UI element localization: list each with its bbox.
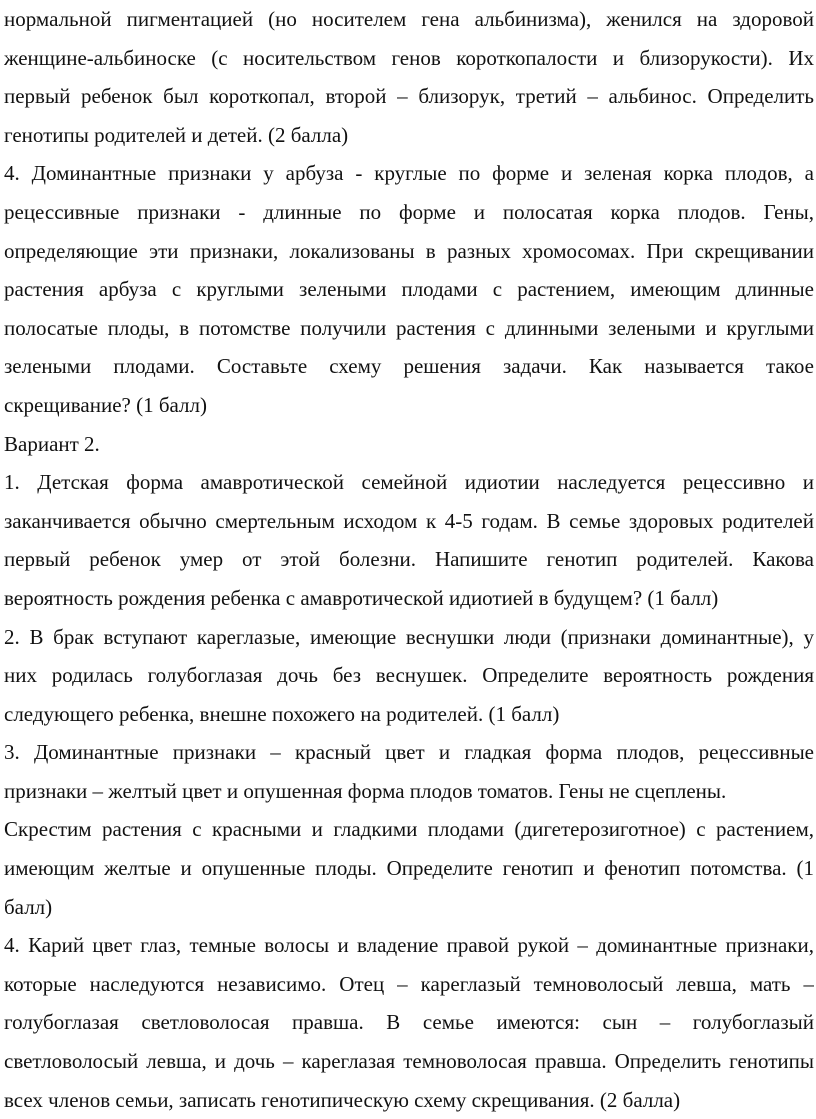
task-4-line: 4. Доминантные признаки у арбуза - круглые по форме и зеленая корка плодов, а [4, 161, 814, 186]
text-line: всех членов семьи, записать генотипическую схему скрещивания. (2 балла) [4, 1087, 681, 1112]
text-line: женщине-альбиноске (с носительством генов короткопалости и близорукости). Их [4, 45, 814, 70]
document-page [4, 0, 814, 1119]
text-line: первый ребенок был короткопал, второй – близорук, третий – альбинос. Определить [4, 84, 814, 109]
task-1-line: 1. Детская форма амавротической семейной идиотии наследуется рецессивно и [4, 470, 814, 495]
variant-heading: Вариант 2. [4, 431, 100, 456]
text-line: имеющим желтые и опушенные плоды. Определите генотип и фенотип потомства. (1 [4, 856, 814, 881]
text-line: балл) [4, 894, 53, 919]
text-line: определяющие эти признаки, локализованы в разных хромосомах. При скрещивании [4, 238, 814, 263]
text-line: генотипы родителей и детей. (2 балла) [4, 122, 349, 147]
text-line: нормальной пигментацией (но носителем гена альбинизма), женился на здоровой [4, 7, 814, 31]
text-line: зелеными плодами. Составьте схему решения задачи. Как называется такое [4, 354, 814, 379]
text-line: скрещивание? (1 балл) [4, 392, 207, 417]
text-line: Скрестим растения с красными и гладкими плодами (дигетерозиготное) с растением, [4, 817, 814, 842]
text-line: полосатые плоды, в потомстве получили растения с длинными зелеными и круглыми [4, 315, 814, 340]
text-line: признаки – желтый цвет и опушенная форма плодов томатов. Гены не сцеплены. [4, 778, 727, 803]
task-4-line: 4. Карий цвет глаз, темные волосы и владение правой рукой – доминантные признаки, [4, 933, 814, 958]
text-line: которые наследуются независимо. Отец – кареглазый темноволосый левша, мать – [4, 971, 814, 996]
task-2-line: 2. В брак вступают кареглазые, имеющие веснушки люди (признаки доминантные), у [4, 624, 814, 649]
text-line: голубоглазая светловолосая правша. В семье имеются: сын – голубоглазый [4, 1010, 814, 1035]
text-line: следующего ребенка, внешне похожего на родителей. (1 балл) [4, 701, 560, 726]
text-line: первый ребенок умер от этой болезни. Напишите генотип родителей. Какова [4, 547, 814, 572]
text-line: них родилась голубоглазая дочь без веснушек. Определите вероятность рождения [4, 663, 814, 688]
text-line: рецессивные признаки - длинные по форме и полосатая корка плодов. Гены, [4, 199, 814, 224]
text-line: светловолосый левша, и дочь – кареглазая темноволосая правша. Определить генотипы [4, 1049, 814, 1074]
text-line: вероятность рождения ребенка с амавротической идиотией в будущем? (1 балл) [4, 585, 719, 610]
text-line: растения арбуза с круглыми зелеными плодами с растением, имеющим длинные [4, 277, 814, 302]
text-line: заканчивается обычно смертельным исходом к 4-5 годам. В семье здоровых родителей [4, 508, 814, 533]
task-3-line: 3. Доминантные признаки – красный цвет и гладкая форма плодов, рецессивные [4, 740, 814, 765]
